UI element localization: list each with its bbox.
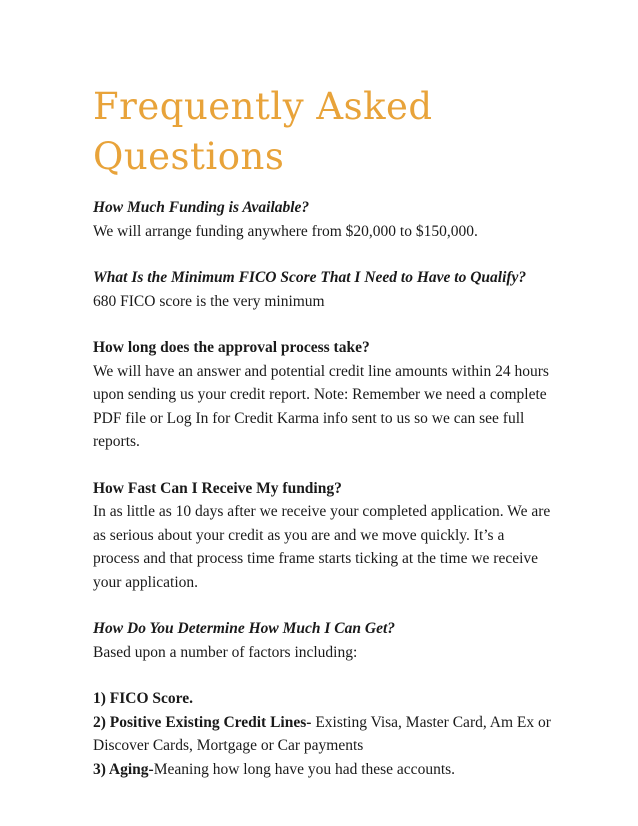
faq-question: What Is the Minimum FICO Score That I Need to Have to Qualify? xyxy=(93,269,527,286)
faq-item-speed xyxy=(93,477,553,595)
faq-item-funding xyxy=(93,196,553,243)
faq-answer: 680 FICO score is the very minimum xyxy=(93,292,325,310)
factor-item xyxy=(93,758,553,782)
factor-item xyxy=(93,711,553,758)
faq-question: How Much Funding is Available? xyxy=(93,199,310,216)
factor-text: Existing Visa, Master Card, Am Ex or Discover Cards, Mortgage or Car payments xyxy=(93,713,551,754)
page-title xyxy=(93,82,553,182)
faq-page xyxy=(93,82,553,804)
factor-text: Meaning how long have you had these accounts. xyxy=(153,760,456,778)
faq-answer: In as little as 10 days after we receive your completed application. We are as serious about your credit as you are and we move quickly. It’s a process and that process time frame starts ticking at the time we receive your application. xyxy=(93,503,551,591)
faq-question: How Fast Can I Receive My funding? xyxy=(93,479,342,497)
factor-label: 2) Positive Existing Credit Lines- xyxy=(93,713,312,731)
title-line-1: Frequently Asked xyxy=(93,85,433,128)
faq-item-approval xyxy=(93,336,553,454)
title-line-2: Questions xyxy=(93,135,285,178)
factor-label: 1) FICO Score. xyxy=(93,690,194,707)
faq-answer: We will have an answer and potential credit line amounts within 24 hours upon sending us your credit report. Note: Remember we need a complete PDF file or Log In for Credit Karma info sent to us so we can see full reports. xyxy=(93,362,549,450)
factor-item xyxy=(93,687,553,711)
faq-answer: Based upon a number of factors including: xyxy=(93,643,358,661)
faq-answer: We will arrange funding anywhere from $20,000 to $150,000. xyxy=(93,222,478,240)
faq-question: How Do You Determine How Much I Can Get? xyxy=(93,620,396,637)
faq-item-amount xyxy=(93,617,553,664)
factor-label: 3) Aging- xyxy=(93,760,154,778)
factors-list xyxy=(93,687,553,781)
faq-question: How long does the approval process take? xyxy=(93,339,370,356)
faq-item-fico xyxy=(93,266,553,313)
